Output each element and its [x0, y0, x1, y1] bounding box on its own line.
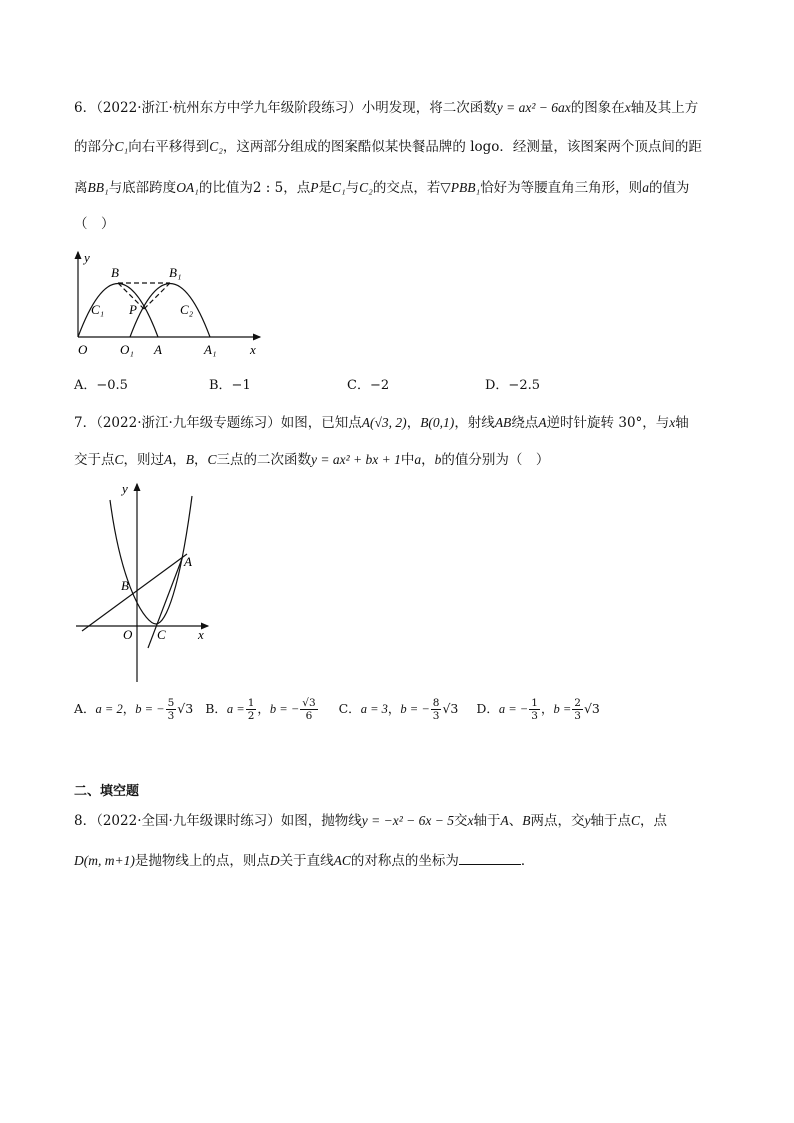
q6-text: 与底部跨度 — [108, 180, 177, 196]
q7-options-row — [74, 697, 600, 722]
q6-text: 恰好为等腰直角三角形，则 — [480, 180, 643, 196]
q7-text: ， — [421, 452, 435, 468]
q7-text: 7．（2022·浙江·九年级专题练习）如图，已知点 — [74, 415, 362, 431]
q6-label-x: x — [250, 342, 256, 357]
q6-text: 的比值为 — [198, 180, 253, 196]
q7-text: ， — [194, 452, 208, 468]
q6-triangle: ▽PBB₁ — [440, 180, 481, 195]
q6-text: 的部分 — [74, 139, 115, 155]
q6-text: ，这两部分组成的图案酷似某快餐品牌的 logo．经测量，该图案两个顶点间的距 — [222, 139, 702, 155]
q6-label-a1: A₁ — [204, 342, 217, 357]
q8-var-a: A — [500, 813, 509, 828]
q7-var-x: x — [669, 415, 676, 430]
q6-var-p: P — [310, 180, 319, 195]
q7-var-b: b — [434, 452, 442, 467]
q7-text: ， — [172, 452, 186, 468]
q7-text: 轴 — [675, 415, 689, 431]
q6-var-a: a — [642, 180, 649, 195]
q8-var-y: y — [584, 813, 591, 828]
q7-label-y: y — [122, 481, 128, 496]
q6-text: 离 — [74, 180, 88, 196]
q6-line-4: （ ） — [74, 216, 115, 232]
q8-text: 交 — [454, 813, 468, 829]
q8-text: 轴于 — [473, 813, 501, 829]
q7-line-1 — [74, 413, 689, 433]
q6-line-2 — [74, 137, 702, 157]
q6-text: 的值为 — [648, 180, 690, 196]
q6-label-a: A — [154, 342, 162, 357]
q6-label-y: y — [84, 250, 90, 265]
q7-text: 三点的二次函数 — [216, 452, 312, 468]
q7-var-b: B — [185, 452, 195, 467]
q6-segment-pb1 — [144, 283, 170, 309]
q7-text: 绕点 — [511, 415, 539, 431]
q6-text: ，点 — [283, 180, 311, 196]
q6-figure — [70, 248, 270, 363]
q8-text: 8．（2022·全国·九年级课时练习）如图，抛物线 — [74, 813, 362, 829]
q7-text: 的值分别为（ ） — [441, 452, 550, 468]
q6-var-x: x — [624, 100, 631, 115]
q6-option-b[interactable]: B．−1 — [209, 378, 251, 393]
q7-var-a: a — [414, 452, 422, 467]
q7-label-o: O — [123, 627, 133, 642]
q7-label-c: C — [157, 627, 166, 642]
q8-var-ac: AC — [333, 853, 351, 868]
q7-line-ab — [82, 554, 187, 631]
q8-var-x: x — [467, 813, 474, 828]
q7-label-x: x — [198, 627, 204, 642]
q7-point-a: A(√3, 2) — [361, 415, 407, 430]
q7-var-a: A — [538, 415, 547, 430]
q7-var-ab: AB — [494, 415, 512, 430]
q7-var-c: C — [114, 452, 124, 467]
q7-line-2 — [74, 450, 549, 470]
q8-line-2 — [74, 850, 534, 871]
q8-formula: y = −x² − 6x − 5 — [361, 813, 454, 828]
q6-label-o: O — [78, 342, 88, 357]
q8-text: 的对称点的坐标为 — [350, 853, 459, 869]
q6-label-c2: C₂ — [180, 302, 194, 317]
q6-option-d[interactable]: D．−2.5 — [485, 378, 540, 393]
q8-text: 轴于点 — [590, 813, 631, 829]
q6-var-c1: C₁ — [331, 180, 346, 195]
q8-var-c: C — [631, 813, 641, 828]
q7-option-a[interactable]: A．a = 2，b = − $\frac{5}{3}$ √3 — [74, 697, 194, 722]
q7-var-c: C — [207, 452, 217, 467]
q6-var-c2: C₂ — [359, 180, 373, 195]
q7-text: ，射线 — [454, 415, 495, 431]
q6-ratio: 2 : 5 — [252, 180, 284, 196]
q6-option-a[interactable]: A．−0.5 — [74, 378, 128, 393]
q6-text: 6．（2022·浙江·杭州东方中学九年级阶段练习）小明发现，将二次函数 — [74, 100, 497, 116]
q7-option-b[interactable]: B．a = $\frac{1}{2}$ ，b = − $\frac{√3}{6}$ — [205, 697, 316, 722]
q6-label-c1: C₁ — [91, 302, 105, 317]
q6-label-b: B — [111, 265, 119, 280]
q8-answer-blank[interactable] — [459, 850, 521, 865]
q6-text: 向右平移得到 — [128, 139, 210, 155]
q6-var-oa1: OA₁ — [176, 180, 199, 195]
q6-label-b1: B₁ — [169, 265, 182, 280]
q6-var-c2: C₂ — [209, 139, 223, 154]
q8-line-1 — [74, 811, 667, 831]
q7-label-a: A — [184, 554, 192, 569]
q6-line-3 — [74, 178, 689, 198]
q8-text: 、 — [508, 813, 523, 829]
q7-text: 逆时针旋转 30°，与 — [546, 415, 670, 431]
q6-text: 的交点，若 — [372, 180, 441, 196]
q6-line-1 — [74, 98, 698, 118]
q6-curve-c1 — [78, 284, 158, 338]
q8-var-d: D — [269, 853, 280, 868]
q7-option-c[interactable]: C．a = 3，b = − $\frac{8}{3}$ √3 — [338, 697, 459, 722]
q7-option-d[interactable]: D．a = − $\frac{1}{3}$ ，b = $\frac{2}{3}$ √3 — [476, 697, 600, 722]
q7-formula: y = ax² + bx + 1 — [311, 452, 401, 467]
q6-var-bb1: BB₁ — [87, 180, 109, 195]
q6-label-p: P — [129, 302, 137, 317]
q8-text: ，点 — [640, 813, 668, 829]
q8-point-d: D(m, m+1) — [74, 853, 135, 868]
q7-text: 中 — [400, 452, 415, 468]
q6-var-c1: C₁ — [114, 139, 129, 154]
q7-text: 交于点 — [74, 452, 115, 468]
q6-curve-c2 — [130, 284, 210, 338]
q6-text: 是 — [318, 180, 332, 196]
q7-text: ， — [406, 415, 421, 431]
q6-formula: y = ax² − 6ax — [496, 100, 571, 115]
q6-text: 的图象在 — [570, 100, 625, 116]
section-title: 二、填空题 — [74, 784, 140, 799]
q7-text: ，则过 — [123, 452, 165, 468]
q8-text: 两点，交 — [530, 813, 585, 829]
q8-text: 是抛物线上的点，则点 — [134, 853, 270, 869]
q7-figure — [70, 478, 220, 688]
q7-var-a: A — [164, 452, 173, 467]
q8-text: 关于直线 — [279, 853, 334, 869]
q6-text: 与 — [345, 180, 360, 196]
q6-text: 轴及其上方 — [630, 100, 699, 116]
q7-point-b: B(0,1) — [420, 415, 455, 430]
q7-label-b: B — [121, 578, 129, 593]
q6-option-c[interactable]: C．−2 — [347, 378, 390, 393]
q8-text: ． — [520, 853, 535, 869]
q6-label-o1: O₁ — [120, 342, 134, 357]
q8-var-b: B — [522, 813, 531, 828]
